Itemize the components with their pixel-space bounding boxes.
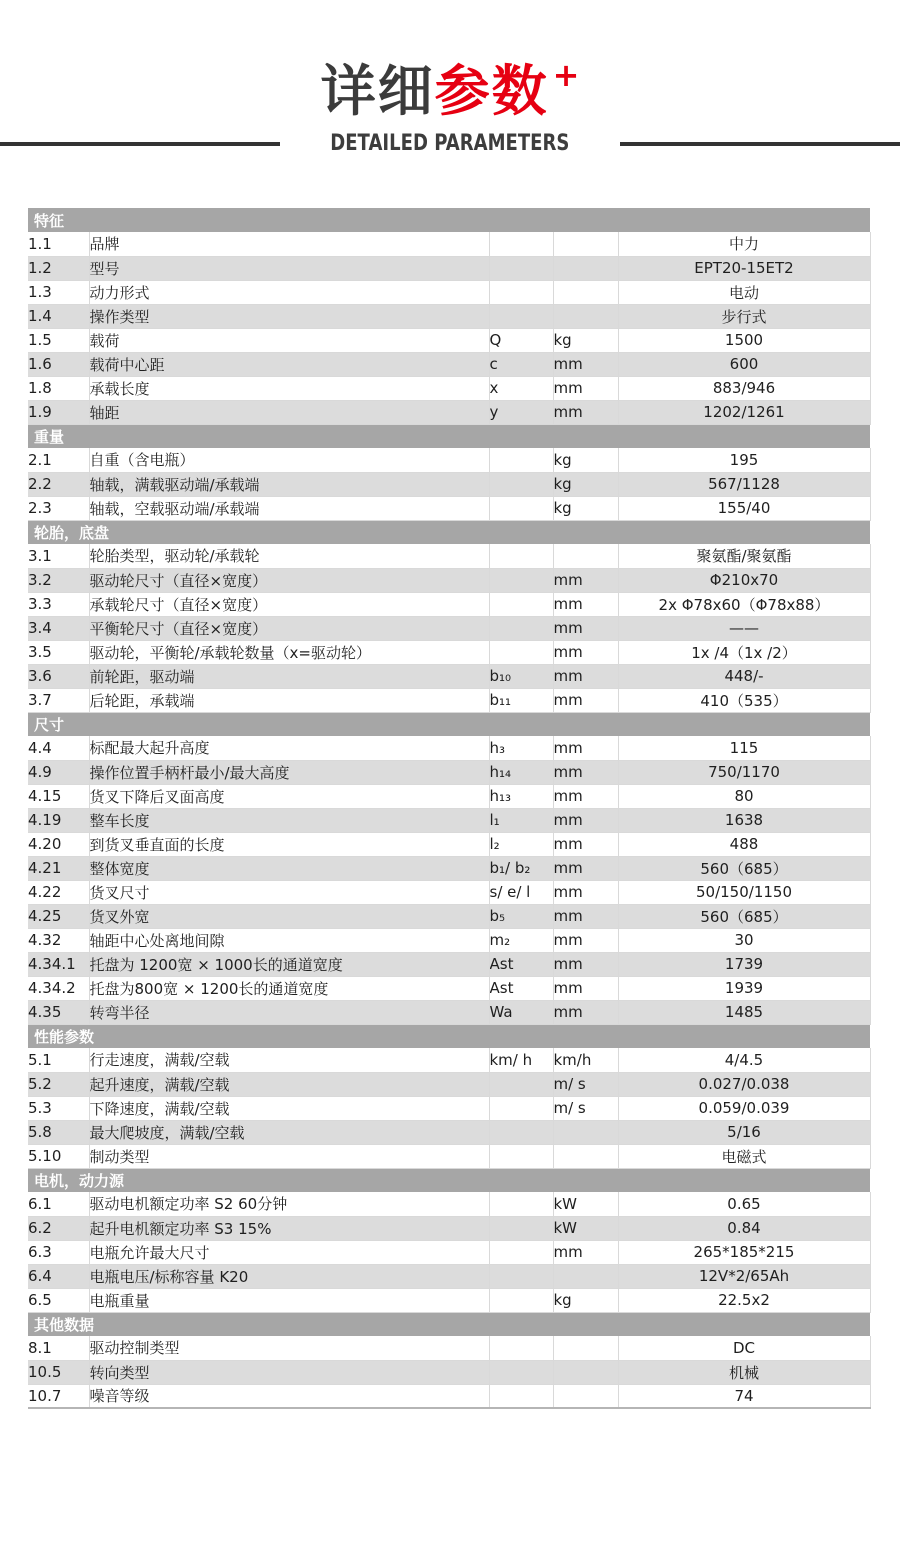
spec-row-value: 560（685） [618,856,870,880]
spec-row-unit: mm [553,376,618,400]
spec-row [28,592,870,616]
spec-row-label: 驱动电机额定功率 S2 60分钟 [89,1192,489,1216]
spec-row-unit: mm [553,904,618,928]
section-header-row [28,424,870,448]
spec-row-label: 操作类型 [89,304,489,328]
spec-row-symbol: Q [489,328,553,352]
spec-row-unit [553,256,618,280]
page-subtitle: DETAILED PARAMETERS [330,131,570,156]
spec-row-symbol: h₃ [489,736,553,760]
spec-row-value: 74 [618,1384,870,1408]
spec-row-number: 4.34.1 [28,952,89,976]
spec-row [28,1120,870,1144]
spec-row-label: 承载长度 [89,376,489,400]
spec-row [28,304,870,328]
spec-row-value: 12V*2/65Ah [618,1264,870,1288]
spec-row [28,1000,870,1024]
spec-row [28,376,870,400]
spec-row [28,1072,870,1096]
spec-row-symbol: s/ e/ l [489,880,553,904]
spec-row [28,832,870,856]
spec-row [28,1264,870,1288]
spec-row-label: 载荷中心距 [89,352,489,376]
spec-row-number: 5.2 [28,1072,89,1096]
spec-row-symbol [489,616,553,640]
spec-row [28,928,870,952]
spec-table-wrap [28,208,870,1409]
spec-row-label: 起升速度，满载/空载 [89,1072,489,1096]
spec-row-label: 承载轮尺寸（直径×宽度） [89,592,489,616]
spec-row-label: 最大爬坡度，满载/空载 [89,1120,489,1144]
spec-row-symbol [489,1072,553,1096]
spec-row-symbol [489,1336,553,1360]
spec-row-number: 4.34.2 [28,976,89,1000]
section-title: 尺寸 [28,712,870,736]
spec-row [28,616,870,640]
spec-row-unit [553,1336,618,1360]
spec-row-symbol [489,280,553,304]
spec-row [28,1288,870,1312]
spec-row-number: 1.8 [28,376,89,400]
spec-row-unit [553,1144,618,1168]
spec-row-number: 5.3 [28,1096,89,1120]
spec-row-symbol: c [489,352,553,376]
spec-row-unit: kg [553,496,618,520]
spec-row-symbol [489,1216,553,1240]
spec-row-unit: kg [553,448,618,472]
spec-row-label: 货叉尺寸 [89,880,489,904]
spec-row [28,1096,870,1120]
spec-row-number: 1.3 [28,280,89,304]
spec-row-value: 步行式 [618,304,870,328]
spec-row-label: 轮胎类型，驱动轮/承载轮 [89,544,489,568]
spec-row-unit [553,1384,618,1408]
spec-row [28,400,870,424]
spec-row-value: Φ210x70 [618,568,870,592]
spec-table [28,208,871,1409]
spec-row-number: 4.4 [28,736,89,760]
spec-row-symbol: l₁ [489,808,553,832]
spec-row-value: 0.84 [618,1216,870,1240]
spec-row [28,784,870,808]
spec-row-symbol [489,592,553,616]
spec-row-unit [553,544,618,568]
spec-row-unit: mm [553,976,618,1000]
spec-row-number: 2.1 [28,448,89,472]
spec-row-value: 195 [618,448,870,472]
spec-row-number: 4.35 [28,1000,89,1024]
spec-row-symbol [489,232,553,256]
spec-row-symbol [489,1096,553,1120]
spec-row-value: 750/1170 [618,760,870,784]
spec-row-label: 电瓶电压/标称容量 K20 [89,1264,489,1288]
spec-row-symbol: Wa [489,1000,553,1024]
spec-row-value: 中力 [618,232,870,256]
spec-row [28,664,870,688]
spec-row-label: 轴载，空载驱动端/承载端 [89,496,489,520]
spec-row-number: 6.5 [28,1288,89,1312]
spec-row-symbol: b₁/ b₂ [489,856,553,880]
spec-row-number: 6.4 [28,1264,89,1288]
spec-row-number: 8.1 [28,1336,89,1360]
spec-row-unit: mm [553,760,618,784]
spec-row-symbol: l₂ [489,832,553,856]
spec-row-number: 6.2 [28,1216,89,1240]
spec-row-value: 155/40 [618,496,870,520]
spec-row-unit: mm [553,1000,618,1024]
spec-row-number: 4.32 [28,928,89,952]
spec-row [28,1360,870,1384]
spec-row-value: EPT20-15ET2 [618,256,870,280]
spec-row-label: 动力形式 [89,280,489,304]
spec-row-value: 80 [618,784,870,808]
spec-row-number: 4.25 [28,904,89,928]
spec-row-unit: mm [553,808,618,832]
spec-row-number: 2.2 [28,472,89,496]
spec-row-value: 1500 [618,328,870,352]
spec-row [28,856,870,880]
spec-row-number: 6.1 [28,1192,89,1216]
spec-row-value: 0.027/0.038 [618,1072,870,1096]
spec-row-label: 货叉下降后叉面高度 [89,784,489,808]
spec-row-symbol [489,304,553,328]
section-header-row [28,208,870,232]
spec-row [28,688,870,712]
spec-row-symbol: b₁₀ [489,664,553,688]
spec-row-number: 3.5 [28,640,89,664]
spec-row-number: 6.3 [28,1240,89,1264]
spec-row-label: 整体宽度 [89,856,489,880]
spec-row-symbol [489,1192,553,1216]
spec-row-number: 4.15 [28,784,89,808]
spec-row-symbol [489,568,553,592]
spec-row-label: 货叉外宽 [89,904,489,928]
spec-row [28,1144,870,1168]
spec-row-symbol: Ast [489,976,553,1000]
spec-row-value: 567/1128 [618,472,870,496]
spec-row-symbol [489,1120,553,1144]
page-title-primary: 详细 [320,59,435,123]
spec-row-number: 5.10 [28,1144,89,1168]
spec-row-label: 前轮距，驱动端 [89,664,489,688]
spec-row-number: 2.3 [28,496,89,520]
spec-row-number: 1.4 [28,304,89,328]
spec-row-value: 0.059/0.039 [618,1096,870,1120]
spec-row-unit [553,280,618,304]
spec-row-label: 轴距 [89,400,489,424]
spec-row-number: 1.2 [28,256,89,280]
spec-row-number: 3.7 [28,688,89,712]
spec-row [28,544,870,568]
spec-row [28,640,870,664]
spec-row-symbol [489,544,553,568]
spec-row-label: 到货叉垂直面的长度 [89,832,489,856]
spec-row-unit [553,304,618,328]
spec-row-number: 4.20 [28,832,89,856]
spec-row-label: 轴载，满载驱动端/承载端 [89,472,489,496]
spec-row [28,568,870,592]
spec-row-value: 115 [618,736,870,760]
spec-row-value: 0.65 [618,1192,870,1216]
spec-row-value: 50/150/1150 [618,880,870,904]
spec-row-unit: kg [553,328,618,352]
spec-row [28,760,870,784]
spec-row-value: 1485 [618,1000,870,1024]
spec-row-number: 3.1 [28,544,89,568]
spec-row [28,280,870,304]
spec-row-label: 品牌 [89,232,489,256]
spec-row-label: 驱动轮，平衡轮/承载轮数量（x=驱动轮） [89,640,489,664]
spec-row-unit [553,1360,618,1384]
spec-row [28,328,870,352]
spec-row-value: DC [618,1336,870,1360]
spec-row-value: 电动 [618,280,870,304]
spec-row-unit: mm [553,784,618,808]
section-header-row [28,1024,870,1048]
spec-row-label: 电瓶允许最大尺寸 [89,1240,489,1264]
section-header-row [28,1168,870,1192]
spec-row-unit: mm [553,640,618,664]
spec-row-label: 噪音等级 [89,1384,489,1408]
spec-row-symbol [489,1264,553,1288]
spec-row-symbol [489,496,553,520]
spec-row-unit: mm [553,952,618,976]
spec-row-unit: kg [553,472,618,496]
subtitle-rule-left [0,142,280,146]
spec-row-symbol: x [489,376,553,400]
spec-row-value: 410（535） [618,688,870,712]
spec-row-number: 3.4 [28,616,89,640]
section-title: 电机，动力源 [28,1168,870,1192]
spec-row-value: 22.5x2 [618,1288,870,1312]
spec-row-number: 1.1 [28,232,89,256]
section-title: 其他数据 [28,1312,870,1336]
spec-row-unit: kW [553,1216,618,1240]
spec-row-symbol [489,256,553,280]
spec-row-label: 整车长度 [89,808,489,832]
spec-row-number: 5.1 [28,1048,89,1072]
spec-row-label: 型号 [89,256,489,280]
spec-row [28,232,870,256]
spec-row [28,736,870,760]
spec-row-value: 448/- [618,664,870,688]
spec-row-label: 下降速度，满载/空载 [89,1096,489,1120]
spec-row-symbol: b₅ [489,904,553,928]
spec-row-unit: mm [553,880,618,904]
spec-row [28,1336,870,1360]
spec-row-number: 4.19 [28,808,89,832]
spec-row-label: 托盘为 1200宽 × 1000长的通道宽度 [89,952,489,976]
subtitle-rule-right [620,142,900,146]
spec-row-symbol: h₁₃ [489,784,553,808]
spec-row-unit [553,232,618,256]
spec-row-symbol [489,448,553,472]
spec-row-label: 转向类型 [89,1360,489,1384]
spec-row-unit: mm [553,592,618,616]
spec-row-symbol [489,1384,553,1408]
section-title: 重量 [28,424,870,448]
spec-row [28,880,870,904]
spec-row-symbol [489,472,553,496]
spec-row-label: 托盘为800宽 × 1200长的通道宽度 [89,976,489,1000]
spec-row [28,1192,870,1216]
spec-row-value: 1x /4（1x /2） [618,640,870,664]
spec-row [28,976,870,1000]
spec-row-unit: mm [553,736,618,760]
page-title [0,56,900,123]
section-title: 轮胎，底盘 [28,520,870,544]
spec-row-label: 驱动轮尺寸（直径×宽度） [89,568,489,592]
spec-row [28,952,870,976]
spec-row-symbol: y [489,400,553,424]
spec-row [28,472,870,496]
section-header-row [28,1312,870,1336]
spec-row [28,904,870,928]
spec-row-symbol [489,1144,553,1168]
spec-row-label: 制动类型 [89,1144,489,1168]
spec-row-value: 1939 [618,976,870,1000]
subtitle-row [0,131,900,156]
spec-row-value: 1638 [618,808,870,832]
spec-row [28,448,870,472]
spec-row [28,1384,870,1408]
spec-row-unit: mm [553,664,618,688]
spec-row [28,808,870,832]
spec-row-symbol: km/ h [489,1048,553,1072]
spec-row-number: 3.6 [28,664,89,688]
section-header-row [28,520,870,544]
spec-row-unit: mm [553,400,618,424]
spec-row-symbol: h₁₄ [489,760,553,784]
spec-row [28,496,870,520]
spec-row-value: 265*185*215 [618,1240,870,1264]
spec-row [28,1048,870,1072]
spec-row-unit: m/ s [553,1072,618,1096]
spec-row-label: 轴距中心处离地间隙 [89,928,489,952]
spec-row-unit: mm [553,832,618,856]
plus-icon: + [552,56,580,94]
spec-row-number: 5.8 [28,1120,89,1144]
spec-row-label: 平衡轮尺寸（直径×宽度） [89,616,489,640]
spec-row-value: —— [618,616,870,640]
spec-row-label: 转弯半径 [89,1000,489,1024]
spec-row-symbol [489,1360,553,1384]
spec-row-number: 1.5 [28,328,89,352]
spec-row [28,352,870,376]
spec-row-value: 5/16 [618,1120,870,1144]
spec-row-unit: mm [553,352,618,376]
spec-row-number: 3.3 [28,592,89,616]
spec-row-label: 标配最大起升高度 [89,736,489,760]
spec-row [28,1216,870,1240]
spec-row-unit: kW [553,1192,618,1216]
spec-row-number: 4.22 [28,880,89,904]
spec-row-value: 机械 [618,1360,870,1384]
section-title: 特征 [28,208,870,232]
spec-row-value: 30 [618,928,870,952]
spec-row-value: 1739 [618,952,870,976]
spec-row-value: 电磁式 [618,1144,870,1168]
spec-row-symbol [489,640,553,664]
spec-row-unit: mm [553,856,618,880]
spec-row-number: 10.7 [28,1384,89,1408]
spec-row-value: 1202/1261 [618,400,870,424]
spec-row-unit: mm [553,616,618,640]
spec-row-label: 自重（含电瓶） [89,448,489,472]
spec-row-value: 560（685） [618,904,870,928]
spec-row [28,1240,870,1264]
spec-row-value: 4/4.5 [618,1048,870,1072]
spec-row-value: 600 [618,352,870,376]
spec-row [28,256,870,280]
spec-row-label: 操作位置手柄杆最小/最大高度 [89,760,489,784]
spec-row-unit: mm [553,1240,618,1264]
spec-row-number: 1.6 [28,352,89,376]
section-title: 性能参数 [28,1024,870,1048]
spec-row-symbol: b₁₁ [489,688,553,712]
spec-row-number: 1.9 [28,400,89,424]
spec-row-label: 电瓶重量 [89,1288,489,1312]
spec-row-number: 4.21 [28,856,89,880]
spec-row-unit: kg [553,1288,618,1312]
spec-row-label: 后轮距，承载端 [89,688,489,712]
spec-row-number: 10.5 [28,1360,89,1384]
spec-row-value: 883/946 [618,376,870,400]
spec-row-symbol: Ast [489,952,553,976]
spec-row-symbol: m₂ [489,928,553,952]
spec-row-symbol [489,1240,553,1264]
spec-table-body [28,208,870,1408]
spec-row-unit [553,1120,618,1144]
spec-row-number: 3.2 [28,568,89,592]
spec-row-label: 起升电机额定功率 S3 15% [89,1216,489,1240]
spec-row-label: 驱动控制类型 [89,1336,489,1360]
section-header-row [28,712,870,736]
spec-row-label: 行走速度，满载/空载 [89,1048,489,1072]
spec-row-number: 4.9 [28,760,89,784]
spec-row-label: 载荷 [89,328,489,352]
page-title-accent: 参数 [434,59,549,123]
spec-row-unit: mm [553,688,618,712]
spec-row-value: 2x Φ78x60（Φ78x88） [618,592,870,616]
spec-row-unit: m/ s [553,1096,618,1120]
spec-row-unit: km/h [553,1048,618,1072]
spec-row-value: 聚氨酯/聚氨酯 [618,544,870,568]
spec-row-unit: mm [553,928,618,952]
spec-row-symbol [489,1288,553,1312]
spec-row-value: 488 [618,832,870,856]
spec-row-unit: mm [553,568,618,592]
spec-row-unit [553,1264,618,1288]
